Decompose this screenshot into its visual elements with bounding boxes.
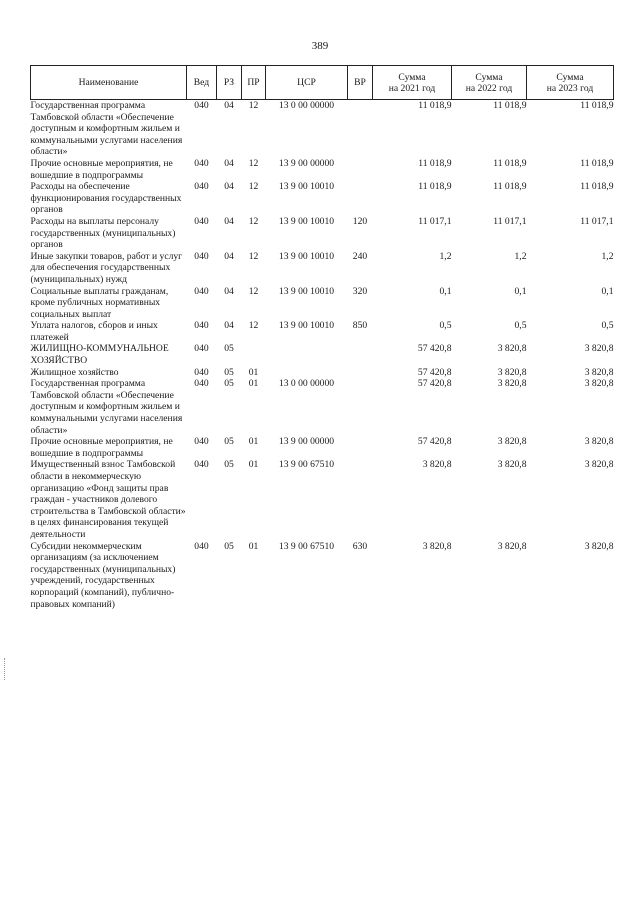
- row-sum-2022: 3 820,8: [497, 540, 527, 552]
- row-sum-2022: 0,5: [514, 320, 527, 332]
- header-sum-2022-line2: на 2022 год: [465, 82, 513, 94]
- scan-artifact: [4, 658, 7, 680]
- row-sum-2023: 11 018,9: [580, 100, 614, 111]
- row-pr: 01: [248, 540, 259, 552]
- row-sum-2021: 57 420,8: [417, 436, 452, 448]
- row-sum-2021: 11 018,9: [418, 100, 452, 111]
- row-rz: 04: [224, 181, 234, 193]
- row-pr: 12: [248, 181, 259, 193]
- row-ved: 040: [194, 459, 209, 471]
- row-pr: 01: [248, 436, 259, 448]
- row-vr: 630: [352, 540, 368, 552]
- row-ved: 040: [194, 215, 209, 227]
- header-rz: РЗ: [217, 66, 242, 100]
- row-ved: 040: [194, 181, 209, 193]
- header-ved: Вед: [187, 66, 217, 100]
- row-rz: 04: [224, 157, 234, 169]
- row-pr: 12: [248, 285, 259, 297]
- row-name: Расходы на обеспечение функционирования государственных органов: [30, 181, 182, 216]
- table-header-row: [31, 66, 614, 100]
- row-vr: 120: [352, 215, 368, 227]
- row-rz: 05: [224, 436, 234, 448]
- row-rz: 05: [224, 540, 234, 552]
- header-sum-2021: [373, 66, 452, 100]
- row-sum-2022: 11 018,9: [493, 157, 527, 169]
- row-sum-2022: 0,1: [514, 285, 527, 297]
- row-csr: 13 9 00 67510: [278, 459, 335, 471]
- row-vr: [348, 378, 373, 436]
- row-sum-2023: 0,5: [601, 320, 614, 332]
- header-sum-2023: [527, 66, 614, 100]
- row-sum-2021: 57 420,8: [417, 378, 452, 390]
- row-csr: 13 0 00 00000: [278, 378, 335, 390]
- row-pr: 12: [248, 157, 259, 169]
- row-csr: [266, 343, 348, 366]
- row-csr: 13 9 00 10010: [278, 215, 335, 227]
- row-name: Прочие основные мероприятия, не вошедшие в подпрограммы: [30, 436, 173, 459]
- row-name: Уплата налогов, сборов и иных платежей: [30, 320, 158, 343]
- row-pr: [242, 343, 266, 366]
- header-name: Наименование: [31, 66, 187, 100]
- row-name: Иные закупки товаров, работ и услуг для обеспечения государственных (муниципальных) нужд: [30, 250, 183, 285]
- row-name: Государственная программа Тамбовской области «Обеспечение доступным и комфортным жильем и коммунальными услугами населения области»: [30, 100, 183, 158]
- row-csr: 13 9 00 00000: [278, 157, 335, 169]
- row-sum-2023: 3 820,8: [584, 436, 614, 448]
- row-pr: 12: [248, 100, 259, 111]
- row-ved: 040: [194, 285, 209, 297]
- row-sum-2022: 11 017,1: [493, 215, 527, 227]
- row-sum-2021: 11 018,9: [418, 181, 452, 193]
- row-rz: 04: [224, 285, 234, 297]
- row-vr: 850: [352, 320, 368, 332]
- row-ved: 040: [194, 540, 209, 552]
- table-row: [31, 181, 614, 216]
- row-sum-2022: 3 820,8: [497, 436, 527, 448]
- header-sum-2023-line1: Сумма: [556, 71, 584, 83]
- table-row: [31, 158, 614, 181]
- row-name: ЖИЛИЩНО-КОММУНАЛЬНОЕ ХОЗЯЙСТВО: [30, 343, 169, 367]
- row-csr: 13 9 00 00000: [278, 436, 335, 448]
- row-sum-2022: 11 018,9: [493, 100, 527, 111]
- row-vr: [348, 459, 373, 540]
- row-sum-2022: 3 820,8: [497, 366, 527, 378]
- row-sum-2023: 11 018,9: [580, 157, 614, 169]
- row-sum-2021: 1,2: [439, 250, 452, 262]
- row-sum-2021: 57 420,8: [417, 343, 452, 355]
- row-sum-2023: 3 820,8: [584, 540, 614, 552]
- row-ved: 040: [194, 320, 209, 332]
- row-rz: 04: [224, 320, 234, 332]
- header-sum-2022: [452, 66, 527, 100]
- table-row: [31, 436, 614, 459]
- table-row: [31, 459, 614, 540]
- row-pr: 12: [248, 215, 259, 227]
- row-sum-2021: 3 820,8: [422, 459, 452, 471]
- row-ved: 040: [194, 250, 209, 262]
- header-csr: ЦСР: [266, 66, 348, 100]
- row-vr: [348, 367, 373, 379]
- row-sum-2022: 3 820,8: [497, 343, 527, 355]
- header-sum-2023-line2: на 2023 год: [546, 82, 594, 94]
- budget-table: [30, 65, 614, 610]
- row-rz: 05: [224, 378, 234, 390]
- row-pr: 12: [248, 320, 259, 332]
- row-csr: 13 9 00 10010: [278, 250, 335, 262]
- row-rz: 05: [224, 366, 234, 378]
- header-sum-2021-line1: Сумма: [398, 71, 426, 83]
- row-ved: 040: [194, 436, 209, 448]
- row-ved: 040: [194, 366, 209, 378]
- row-ved: 040: [194, 378, 209, 390]
- table-row: [31, 286, 614, 321]
- row-sum-2022: 1,2: [514, 250, 527, 262]
- row-vr: [348, 181, 373, 216]
- row-rz: 05: [224, 343, 234, 355]
- row-sum-2023: 11 017,1: [580, 215, 614, 227]
- row-name: Прочие основные мероприятия, не вошедшие в подпрограммы: [30, 157, 173, 181]
- row-pr: 12: [248, 250, 259, 262]
- row-vr: [348, 343, 373, 366]
- row-vr: [348, 100, 373, 158]
- row-rz: 05: [224, 459, 234, 471]
- row-sum-2021: 0,5: [439, 320, 452, 332]
- row-csr: 13 9 00 67510: [278, 540, 335, 552]
- row-sum-2022: 3 820,8: [497, 378, 527, 390]
- row-csr: 13 0 00 00000: [278, 100, 335, 111]
- row-sum-2021: 0,1: [439, 285, 452, 297]
- row-sum-2023: 3 820,8: [584, 459, 614, 471]
- row-name: Субсидии некоммерческим организациям (за исключением государственных (муниципальных) учреждений, государственных корпораций (компаний), публично-правовых компаний): [30, 540, 176, 610]
- table-row: [31, 378, 614, 436]
- table-row: [31, 216, 614, 251]
- row-csr: 13 9 00 10010: [278, 181, 335, 193]
- row-sum-2022: 11 018,9: [493, 181, 527, 193]
- row-sum-2023: 3 820,8: [584, 378, 614, 390]
- header-sum-2022-line1: Сумма: [475, 71, 503, 83]
- row-sum-2021: 11 018,9: [418, 157, 452, 169]
- row-name: Расходы на выплаты персоналу государственных (муниципальных) органов: [30, 215, 176, 251]
- header-vr: ВР: [348, 66, 373, 100]
- table-row: [31, 251, 614, 286]
- page-number: 389: [311, 40, 329, 52]
- row-vr: [348, 158, 373, 181]
- table-row: [31, 320, 614, 343]
- row-csr: 13 9 00 10010: [278, 320, 335, 332]
- row-ved: 040: [194, 343, 209, 355]
- row-sum-2021: 57 420,8: [417, 366, 452, 378]
- row-sum-2021: 3 820,8: [422, 540, 452, 552]
- row-vr: [348, 436, 373, 459]
- row-ved: 040: [194, 157, 209, 169]
- table-row: [31, 343, 614, 366]
- table-row: [31, 100, 614, 158]
- row-rz: 04: [224, 100, 234, 111]
- row-csr: [266, 367, 348, 379]
- row-vr: 320: [352, 285, 368, 297]
- row-sum-2021: 11 017,1: [418, 215, 452, 227]
- row-sum-2022: 3 820,8: [497, 459, 527, 471]
- row-sum-2023: 3 820,8: [584, 343, 614, 355]
- row-csr: 13 9 00 10010: [278, 285, 335, 297]
- row-vr: 240: [352, 250, 368, 262]
- row-name: Социальные выплаты гражданам, кроме публичных нормативных социальных выплат: [30, 285, 169, 320]
- row-name: Жилищное хозяйство: [30, 366, 119, 378]
- row-sum-2023: 0,1: [601, 285, 614, 297]
- row-rz: 04: [224, 250, 234, 262]
- row-pr: 01: [248, 366, 259, 378]
- header-sum-2021-line2: на 2021 год: [388, 82, 436, 94]
- row-name: Государственная программа Тамбовской области «Обеспечение доступным и комфортным жильем и коммунальными услугами населения области»: [30, 378, 183, 436]
- row-sum-2023: 3 820,8: [584, 366, 614, 378]
- header-pr: ПР: [242, 66, 266, 100]
- row-sum-2023: 11 018,9: [580, 181, 614, 193]
- row-rz: 04: [224, 215, 234, 227]
- row-pr: 01: [248, 378, 259, 390]
- row-sum-2023: 1,2: [601, 250, 614, 262]
- table-row: [31, 541, 614, 611]
- table-row: [31, 367, 614, 379]
- row-pr: 01: [248, 459, 259, 471]
- row-ved: 040: [194, 100, 209, 111]
- row-name: Имущественный взнос Тамбовской области в некоммерческую организацию «Фонд защиты прав граждан - участников долевого строительства в Тамбовской области» в целях финансирования текущей деятельности: [30, 459, 186, 540]
